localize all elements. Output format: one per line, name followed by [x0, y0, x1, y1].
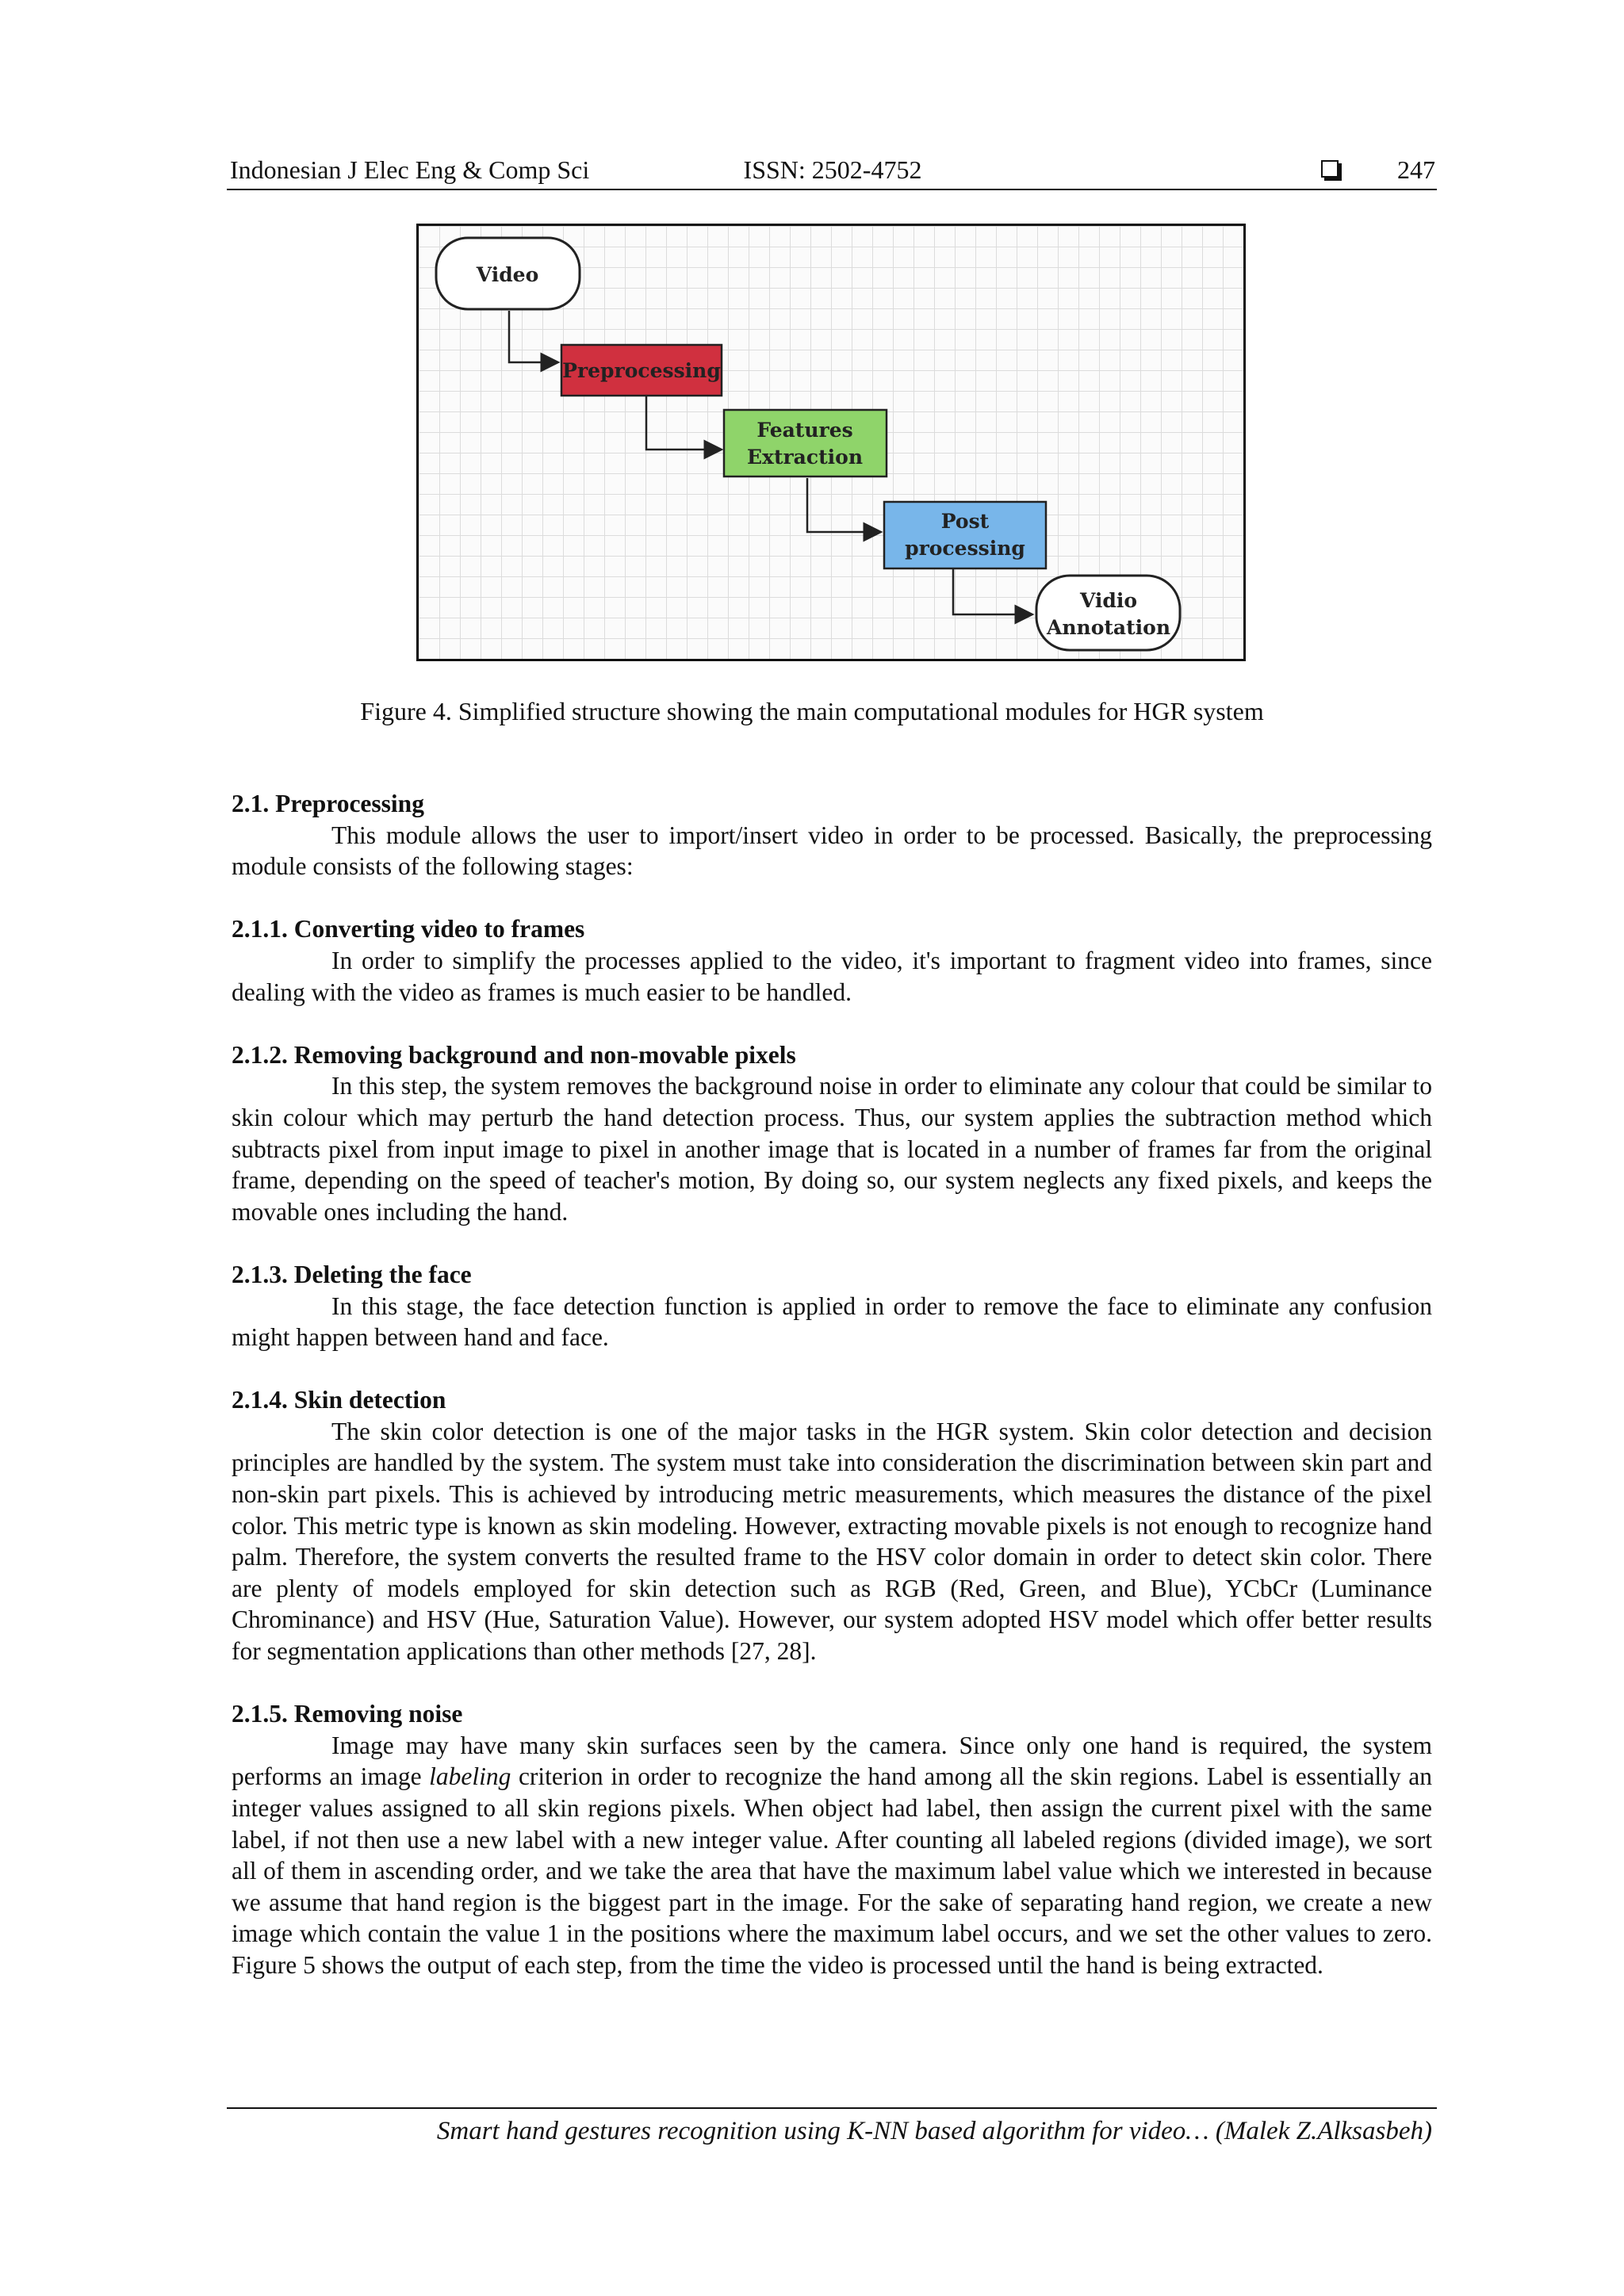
- paragraph: In this stage, the face detection function is applied in order to remove the face to eliminate any confusion might happen between hand and face.: [232, 1292, 1432, 1352]
- journal-name: Indonesian J Elec Eng & Comp Sci: [230, 155, 590, 184]
- node-video-label: Video: [476, 263, 539, 286]
- text-span: Image may have many skin surfaces seen by the camera. Since only one hand is required, the system performs an image: [232, 1731, 1432, 1791]
- node-video: [436, 238, 580, 309]
- paragraph: [232, 1730, 1432, 1981]
- connector-post-annotation: [953, 569, 1032, 614]
- running-footer: Smart hand gestures recognition using K-NN based algorithm for video… (Malek Z.Alksasbeh): [436, 2117, 1432, 2145]
- section-heading: 2.1.4. Skin detection: [232, 1386, 446, 1414]
- node-annotation-label-2: Annotation: [1046, 616, 1171, 639]
- node-features-label-2: Extraction: [747, 446, 863, 469]
- node-features-extraction: [724, 410, 887, 476]
- paragraph: This module allows the user to import/insert video in order to be processed. Basically, the preprocessing module consists of the following stages:: [232, 821, 1432, 881]
- node-post-label-2: processing: [905, 537, 1025, 560]
- footer-rule: [227, 2107, 1437, 2109]
- paragraph: In this step, the system removes the background noise in order to eliminate any colour that could be similar to skin colour which may perturb the hand detection process. Thus, our system applies the subtraction method which subtracts pixel from input image to pixel in another image that is located in a number of frames far from the original frame, depending on the speed of teacher's motion, By doing so, our system neglects any fixed pixels, and keeps the movable ones including the hand.: [232, 1072, 1432, 1226]
- node-preprocessing: [561, 345, 722, 396]
- figure-flow-diagram: [416, 224, 1246, 661]
- flow-diagram-svg: [419, 226, 1243, 659]
- header-rule: [227, 189, 1437, 190]
- node-features-label-1: Features: [756, 419, 853, 442]
- node-post-processing: [884, 502, 1046, 568]
- emphasis-labeling: labeling: [429, 1762, 511, 1791]
- connector-features-post: [807, 478, 881, 532]
- running-header: [230, 151, 1435, 189]
- section-heading: 2.1.5. Removing noise: [232, 1700, 463, 1728]
- section-heading: 2.1.3. Deleting the face: [232, 1260, 472, 1288]
- body-text: [232, 788, 1432, 1981]
- node-video-annotation: [1036, 576, 1180, 650]
- issn: ISSN: 2502-4752: [743, 155, 922, 184]
- node-preprocessing-label: Preprocessing: [562, 359, 721, 382]
- section-heading: 2.1.1. Converting video to frames: [232, 915, 585, 943]
- section-heading: 2.1. Preprocessing: [232, 790, 424, 817]
- section-heading: 2.1.2. Removing background and non-movable pixels: [232, 1040, 796, 1069]
- checkbox-square-icon: [1321, 160, 1339, 178]
- text-span: criterion in order to recognize the hand among all the skin regions. Label is essentially an integer values assigned to all skin regions pixels. When object had label, then assign the current pixel with the same label, if not then use a new label with a new integer value. After counting all labeled regions (divided image), we sort all of them in ascending order, and we take the area that have the maximum label value which we interested in because we assume that hand region is the biggest part in the image. For the sake of separating hand region, we create a new image which contain the value 1 in the positions where the maximum label occurs, and we set the other values to zero. Figure 5 shows the output of each step, from the time the video is processed until the hand is being extracted.: [232, 1762, 1432, 1979]
- connector-preprocessing-features: [646, 396, 722, 450]
- paragraph: In order to simplify the processes applied to the video, it's important to fragment video into frames, since dealing with the video as frames is much easier to be handled.: [232, 946, 1432, 1006]
- paragraph: The skin color detection is one of the major tasks in the HGR system. Skin color detection and decision principles are handled by the system. The system must take into consideration the discrimination between skin part and non-skin part pixels. This is achieved by introducing metric measurements, which measures the distance of the pixel color. This metric type is known as skin modeling. However, extracting movable pixels is not enough to recognize hand palm. Therefore, the system converts the resulted frame to the HSV color domain in order to detect skin color. There are plenty of models employed for skin detection such as RGB (Red, Green, and Blue), YCbCr (Luminance Chrominance) and HSV (Hue, Saturation Value). However, our system adopted HSV model which offer better results for segmentation applications than other methods [27, 28].: [232, 1417, 1432, 1666]
- node-post-label-1: Post: [940, 510, 990, 533]
- page-number: 247: [1397, 155, 1435, 184]
- node-annotation-label-1: Vidio: [1079, 589, 1138, 612]
- figure-caption: Figure 4. Simplified structure showing the main computational modules for HGR system: [360, 697, 1264, 725]
- connector-video-preprocessing: [509, 311, 558, 362]
